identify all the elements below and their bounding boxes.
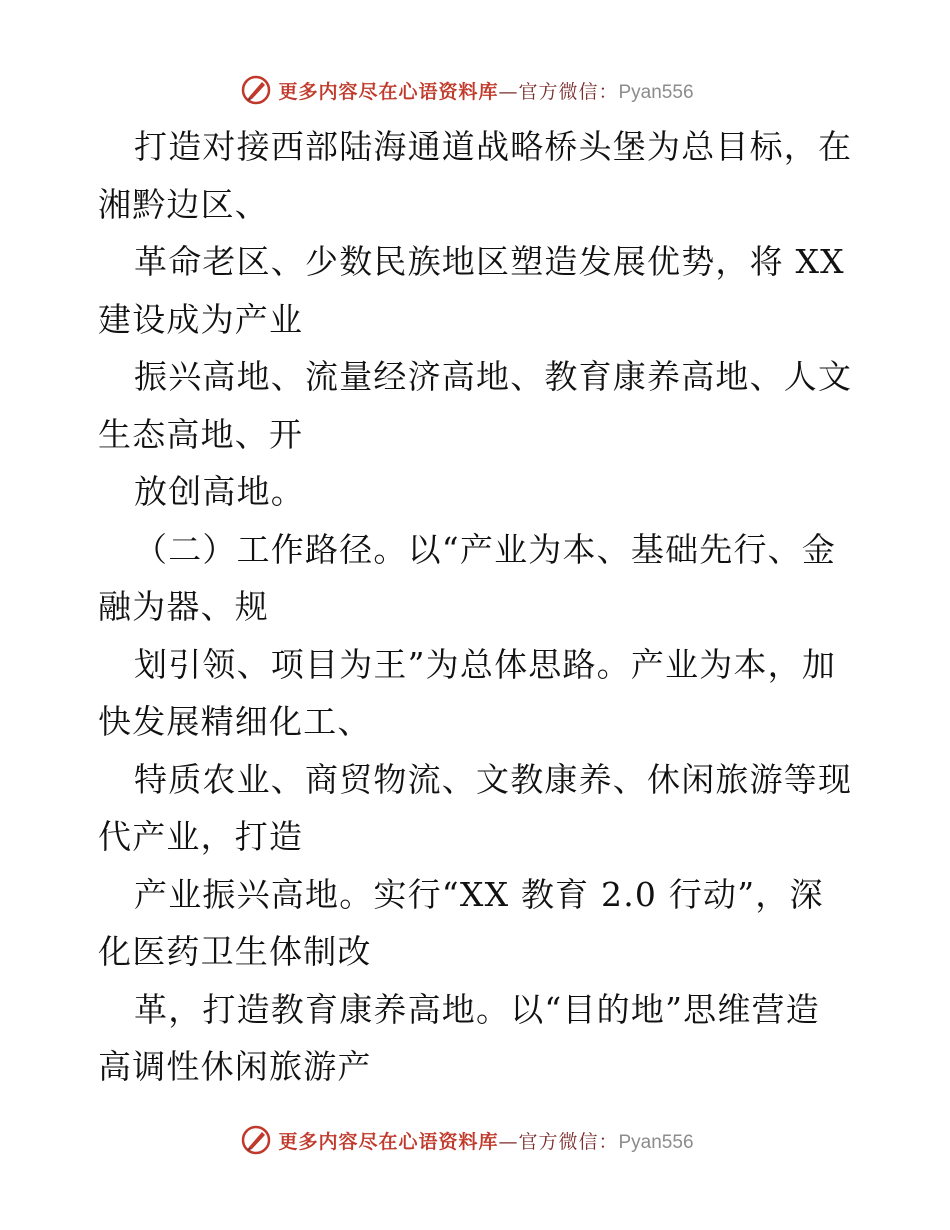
footer-banner-inner <box>240 1124 693 1156</box>
text-line: （二）工作路径。以“产业为本、基础先行、金 <box>134 529 837 569</box>
text-line: 湘黔边区、 <box>98 184 269 224</box>
banner-site-name: 更多内容尽在心语资料库 <box>278 80 499 103</box>
text-line: 化医药卫生体制改 <box>98 932 372 971</box>
pen-logo-icon <box>240 1124 272 1156</box>
text-line: 融为器、规 <box>98 587 269 626</box>
text-line: 快发展精细化工、 <box>98 702 372 741</box>
banner-wechat-id: Pyan556 <box>618 1131 694 1153</box>
text-line: 生态高地、开 <box>98 414 304 454</box>
document-body <box>98 118 858 1096</box>
text-line: 革命老区、少数民族地区塑造发展优势，将 XX <box>134 242 845 281</box>
text-line: 放创高地。 <box>134 472 305 511</box>
footer-banner-text <box>278 1127 693 1154</box>
banner-wechat-label: —官方微信： <box>498 80 619 103</box>
text-line: 产业振兴高地。实行“XX 教育 2.0 行动”，深 <box>134 874 824 914</box>
text-line: 打造对接西部陆海通道战略桥头堡为总目标，在 <box>134 127 853 166</box>
text-line: 划引领、项目为王”为总体思路。产业为本，加 <box>134 644 837 684</box>
banner-wechat-label: —官方微信： <box>498 1130 619 1153</box>
header-banner <box>0 70 950 110</box>
banner-site-name: 更多内容尽在心语资料库 <box>278 1130 499 1153</box>
text-line: 建设成为产业 <box>98 299 304 339</box>
text-line: 振兴高地、流量经济高地、教育康养高地、人文 <box>134 357 853 396</box>
text-line: 高调性休闲旅游产 <box>98 1047 372 1086</box>
banner-wechat-id: Pyan556 <box>618 81 694 103</box>
text-line: 特质农业、商贸物流、文教康养、休闲旅游等现 <box>134 759 853 799</box>
text-line: 革，打造教育康养高地。以“目的地”思维营造 <box>134 989 820 1029</box>
footer-banner <box>0 1120 950 1160</box>
header-banner-text <box>278 77 693 104</box>
header-banner-inner <box>240 74 693 106</box>
pen-logo-icon <box>240 74 272 106</box>
text-line: 代产业，打造 <box>98 817 304 856</box>
